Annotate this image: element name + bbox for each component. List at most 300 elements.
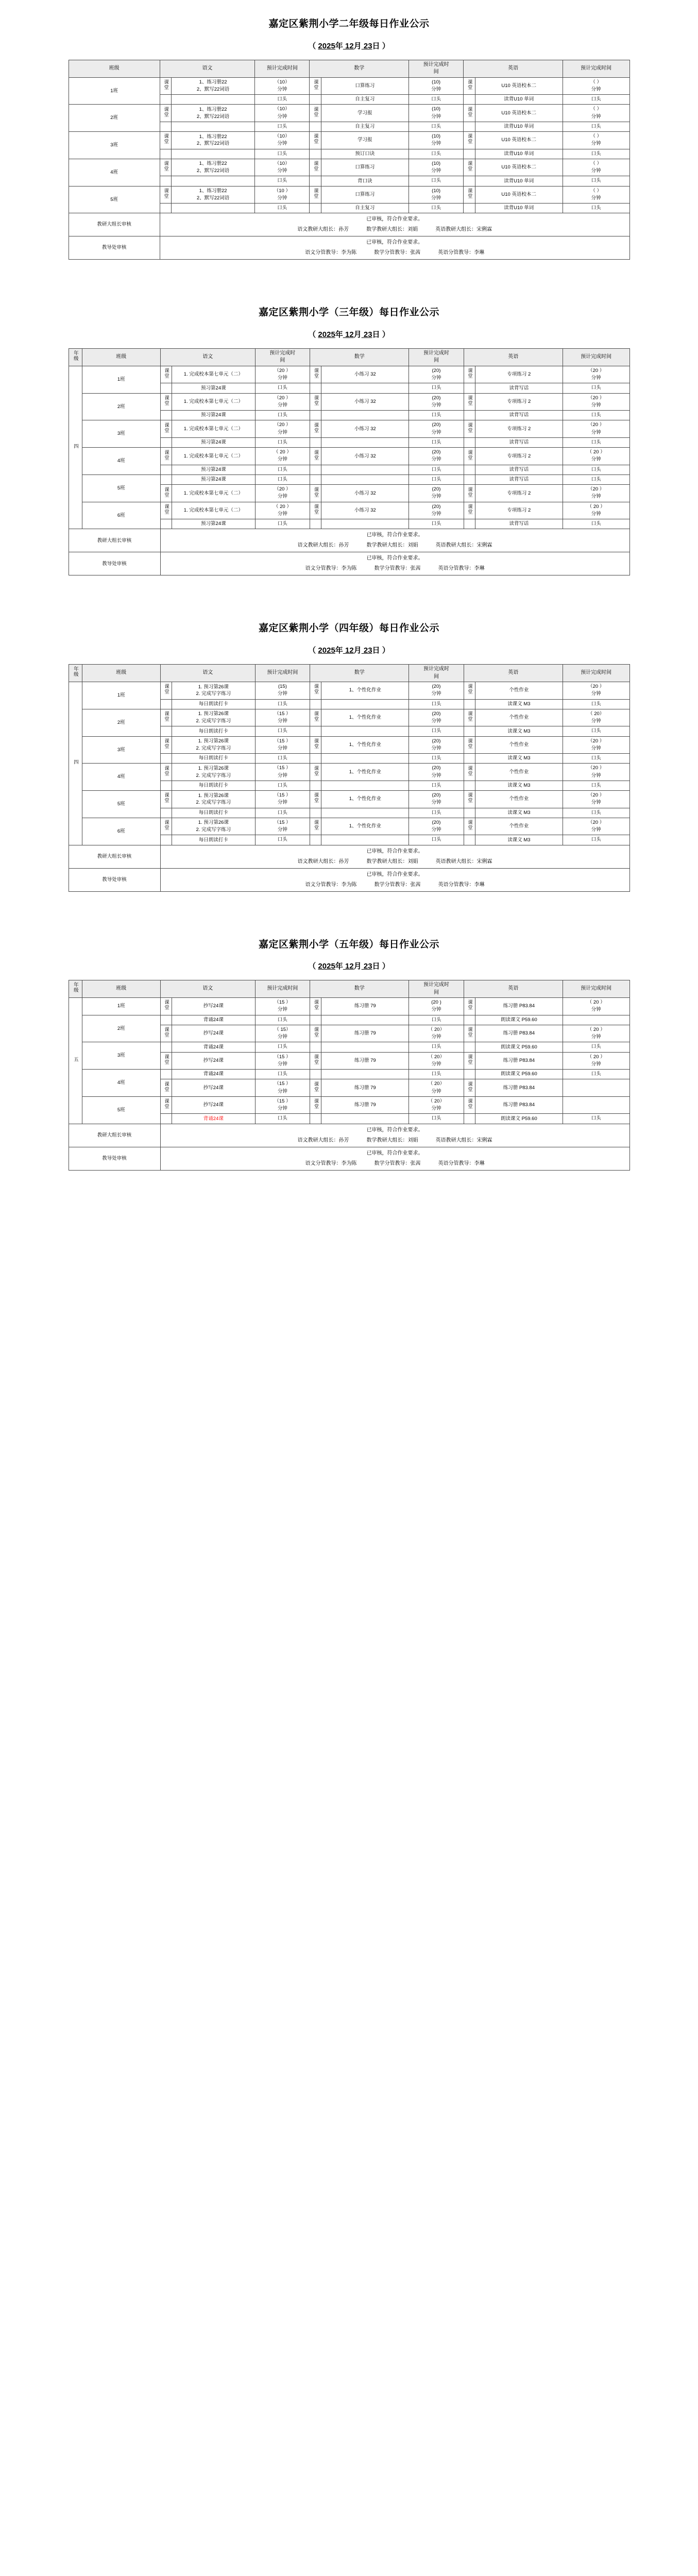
- mode-label: 课堂: [163, 449, 169, 461]
- chinese-time: （10） 分钟: [255, 132, 310, 149]
- english-time: （ 20） 分钟: [563, 709, 629, 726]
- math-task: 练习册 79: [321, 1025, 409, 1042]
- english-mode: [464, 393, 475, 411]
- class-label: 4班: [82, 764, 160, 791]
- mode-label: 课堂: [163, 188, 169, 199]
- math-mode: [310, 791, 321, 808]
- english-task: 个性作业: [475, 791, 563, 808]
- audit-leader-english: 英语教研大组长：宋俐霖: [435, 1137, 492, 1143]
- english-mode: [464, 383, 475, 393]
- mode-label: 课堂: [163, 684, 169, 695]
- class-label: 4班: [69, 159, 160, 186]
- date-month-unit: 月: [353, 646, 362, 655]
- mode-label: 课堂: [466, 79, 472, 90]
- english-task: 练习册 P83.84: [475, 1096, 563, 1114]
- audit-row-office: [69, 552, 629, 575]
- chinese-mode: [160, 383, 172, 393]
- english-mode: [464, 808, 475, 818]
- english-task: U10 英语校本二: [475, 186, 563, 204]
- chinese-time: （15 ） 分钟: [255, 998, 310, 1015]
- chinese-time: （ 20 ） 分钟: [255, 448, 310, 465]
- english-time: 口头: [563, 411, 629, 420]
- math-time: (20) 分钟: [409, 393, 464, 411]
- header-chinese: 语文: [160, 665, 255, 682]
- audit-row-group-leader: [69, 845, 629, 868]
- chinese-task: [172, 149, 255, 159]
- mode-label: 课堂: [163, 765, 169, 776]
- mode-label: 课堂: [163, 133, 169, 145]
- mode-label: 课堂: [313, 368, 319, 379]
- chinese-time: 口头: [255, 95, 310, 105]
- math-mode: [310, 1114, 321, 1124]
- class-label: 1班: [82, 366, 160, 393]
- chinese-task: 每日朗读打卡: [172, 699, 255, 709]
- math-mode: [310, 519, 321, 529]
- chinese-time: 口头: [255, 1042, 310, 1052]
- publish-date: [0, 961, 698, 972]
- audit-group-leader-body: [160, 845, 629, 868]
- date-day-unit: 日: [372, 41, 382, 50]
- mode-label: 课堂: [313, 395, 319, 406]
- english-mode: [464, 105, 475, 122]
- class-label: 1班: [69, 77, 160, 105]
- english-task: 个性作业: [475, 764, 563, 781]
- english-mode: [464, 437, 475, 447]
- mode-label: 课堂: [466, 161, 472, 172]
- math-task: [321, 808, 409, 818]
- english-time: （20 ） 分钟: [563, 736, 629, 754]
- header-math: 数学: [310, 665, 409, 682]
- english-time: （20 ） 分钟: [563, 818, 629, 835]
- table-row: [69, 448, 629, 465]
- math-time: 口头: [409, 699, 464, 709]
- chinese-time: 口头: [255, 699, 310, 709]
- mode-label: 课堂: [466, 504, 472, 515]
- chinese-mode: [160, 1025, 172, 1042]
- mode-label: 课堂: [466, 684, 472, 695]
- math-task: [321, 474, 409, 484]
- chinese-task: 抄写24课: [172, 1079, 255, 1097]
- publish-date: [0, 329, 698, 340]
- chinese-time: 口头: [255, 1070, 310, 1079]
- english-mode: [464, 1070, 475, 1079]
- english-task: 读课文 M3: [475, 835, 563, 845]
- mode-label: 课堂: [313, 504, 319, 515]
- mode-label: 课堂: [466, 1081, 472, 1092]
- table-row: [69, 736, 629, 754]
- chinese-task: 每日朗读打卡: [172, 835, 255, 845]
- audit-row-office: [69, 868, 629, 891]
- date-suffix: ）: [382, 41, 390, 50]
- english-time: （ 20 ） 分钟: [563, 448, 629, 465]
- math-task: 1、个性化作业: [321, 736, 409, 754]
- chinese-mode: [160, 1042, 172, 1052]
- mode-label: 课堂: [163, 368, 169, 379]
- mode-label: 课堂: [313, 765, 319, 776]
- mode-label: 课堂: [163, 395, 169, 406]
- table-row: [69, 366, 629, 383]
- english-time: [563, 1015, 629, 1025]
- english-task: 专项练习 2: [475, 393, 563, 411]
- english-time: （ 20 ） 分钟: [563, 998, 629, 1015]
- class-label: 5班: [82, 474, 160, 502]
- date-prefix: （: [308, 330, 318, 339]
- date-year: 2025: [318, 330, 335, 339]
- header-english: 英语: [464, 60, 563, 77]
- audit-approved-text: 已审核，符合作业要求。: [366, 871, 423, 877]
- english-mode: [464, 1079, 475, 1097]
- audit-supervisor-english: 英语分管教导：李琳: [438, 882, 485, 888]
- english-time: 口头: [563, 437, 629, 447]
- audit-supervisor-math: 数学分管教导：张茜: [374, 566, 421, 572]
- table-row: [69, 105, 629, 122]
- header-english: 英语: [464, 665, 563, 682]
- math-time: (20) 分钟: [409, 736, 464, 754]
- chinese-task: [172, 204, 255, 213]
- date-month-unit: 月: [353, 41, 362, 50]
- math-mode: [310, 437, 321, 447]
- chinese-task: [172, 176, 255, 186]
- mode-label: 课堂: [466, 999, 472, 1011]
- english-mode: [464, 709, 475, 726]
- date-year: 2025: [318, 646, 335, 655]
- english-time: （20 ） 分钟: [563, 393, 629, 411]
- grade-label: 五: [69, 998, 82, 1124]
- section-grade2: [0, 0, 698, 273]
- english-time: 口头: [563, 474, 629, 484]
- english-mode: [464, 186, 475, 204]
- mode-label: 课堂: [466, 1027, 472, 1038]
- chinese-mode: [160, 366, 172, 383]
- english-task: 读背U10 单词: [475, 149, 563, 159]
- chinese-task: 每日朗读打卡: [172, 781, 255, 790]
- header-math: 数学: [310, 980, 409, 998]
- header-english-time: 预计完成时间: [563, 348, 629, 366]
- english-mode: [464, 818, 475, 835]
- title-wrap: [0, 622, 698, 656]
- math-task: [321, 411, 409, 420]
- audit-row-group-leader: [69, 1124, 629, 1147]
- page-title: 嘉定区紫荆小学二年级每日作业公示: [268, 19, 430, 29]
- chinese-time: 口头: [255, 474, 310, 484]
- audit-supervisor-chinese: 语文分管教导：李为陈: [305, 250, 357, 256]
- math-mode: [310, 122, 321, 131]
- english-mode: [464, 682, 475, 700]
- math-mode: [310, 485, 321, 502]
- math-time: 口头: [408, 95, 463, 105]
- math-task: 学习报: [321, 132, 408, 149]
- chinese-mode: [160, 818, 172, 835]
- chinese-mode: [160, 437, 172, 447]
- page-title: 嘉定区紫荆小学（三年级）每日作业公示: [258, 307, 439, 318]
- mode-label: 课堂: [312, 133, 318, 145]
- math-task: [321, 699, 409, 709]
- english-time: 口头: [563, 781, 629, 790]
- chinese-task: 每日朗读打卡: [172, 754, 255, 764]
- chinese-mode: [160, 132, 171, 149]
- header-english-time: 预计完成时间: [563, 665, 629, 682]
- chinese-mode: [160, 709, 172, 726]
- class-label: 3班: [82, 736, 160, 764]
- mode-label: 课堂: [312, 161, 318, 172]
- chinese-task: 预习第24课: [172, 519, 255, 529]
- english-time: 口头: [563, 519, 629, 529]
- english-time: 口头: [563, 204, 629, 213]
- chinese-mode: [160, 122, 171, 131]
- audit-leader-math: 数学教研大组长：刘娟: [366, 1137, 418, 1143]
- audit-leader-english: 英语教研大组长：宋俐霖: [435, 858, 492, 865]
- homework-table-grade4: [69, 664, 630, 892]
- audit-approved-text: 已审核，符合作业要求。: [366, 848, 423, 854]
- math-task: [321, 1114, 409, 1124]
- header-class: 班级: [82, 348, 160, 366]
- audit-supervisor-math: 数学分管教导：张茜: [374, 250, 421, 256]
- class-label: 4班: [82, 448, 160, 475]
- chinese-time: 口头: [255, 204, 310, 213]
- audit-group-leader-label: 教研大组长审核: [69, 529, 160, 552]
- english-task: U10 英语校本二: [475, 105, 563, 122]
- mode-label: 课堂: [163, 161, 169, 172]
- chinese-time: （20 ） 分钟: [255, 393, 310, 411]
- math-task: [321, 835, 409, 845]
- mode-label: 课堂: [466, 765, 472, 776]
- class-label: 1班: [82, 682, 160, 709]
- date-month: 12: [343, 646, 354, 655]
- chinese-task: 1. 预习第26课 2. 完成写字练习: [172, 764, 255, 781]
- chinese-mode: [160, 186, 171, 204]
- class-label: 3班: [82, 420, 160, 448]
- english-mode: [464, 204, 475, 213]
- publish-date: [0, 645, 698, 656]
- date-suffix: ）: [382, 330, 390, 339]
- mode-label: 课堂: [466, 792, 472, 804]
- chinese-task: 1. 预习第26课 2. 完成写字练习: [172, 818, 255, 835]
- date-day-unit: 日: [372, 330, 382, 339]
- chinese-time: （10） 分钟: [255, 105, 310, 122]
- chinese-time: （10） 分钟: [255, 159, 310, 176]
- chinese-task: 1、练习册22 2、默写22词语: [172, 132, 255, 149]
- mode-label: 课堂: [466, 820, 472, 831]
- table-row: [69, 502, 629, 519]
- class-label: 2班: [69, 105, 160, 132]
- math-mode: [310, 105, 321, 122]
- mode-label: 课堂: [163, 1027, 169, 1038]
- english-time: 口头: [563, 835, 629, 845]
- math-time: 口头: [409, 754, 464, 764]
- math-mode: [310, 736, 321, 754]
- english-task: 读背写话: [475, 411, 563, 420]
- chinese-task: 1. 完成校本第七单元（二）: [172, 485, 255, 502]
- mode-label: 课堂: [163, 106, 169, 117]
- chinese-time: （20 ） 分钟: [255, 366, 310, 383]
- mode-label: 课堂: [163, 79, 169, 90]
- english-task: 专项练习 2: [475, 502, 563, 519]
- section-grade5: [0, 921, 698, 1184]
- audit-row-group-leader: [69, 529, 629, 552]
- chinese-time: 口头: [255, 808, 310, 818]
- english-task: 读课文 M3: [475, 699, 563, 709]
- math-time: 口头: [408, 149, 463, 159]
- chinese-mode: [160, 519, 172, 529]
- mode-label: 课堂: [466, 449, 472, 461]
- math-task: 自主复习: [321, 204, 408, 213]
- math-time: (20) 分钟: [409, 682, 464, 700]
- title-wrap: [0, 18, 698, 52]
- table-row: [69, 132, 629, 149]
- math-time: 口头: [409, 474, 464, 484]
- english-time: 口头: [563, 1042, 629, 1052]
- audit-row-group-leader: [69, 213, 629, 236]
- header-math-time: 预计完成时 间: [408, 60, 463, 77]
- title-wrap: [0, 938, 698, 972]
- math-task: [321, 754, 409, 764]
- audit-approved-text: 已审核，符合作业要求。: [366, 555, 423, 562]
- chinese-time: （15 ） 分钟: [255, 1079, 310, 1097]
- english-task: 读课文 M3: [475, 754, 563, 764]
- chinese-task: 抄写24课: [172, 1052, 255, 1070]
- math-task: 练习册 79: [321, 1096, 409, 1114]
- date-day: 23: [361, 646, 372, 655]
- english-task: U10 英语校本二: [475, 77, 563, 95]
- class-label: 4班: [82, 1070, 160, 1097]
- english-time: （ 20 ） 分钟: [563, 1052, 629, 1070]
- date-day-unit: 日: [372, 646, 382, 655]
- header-math-time: 预计完成时 间: [409, 348, 464, 366]
- mode-label: 课堂: [466, 1054, 472, 1065]
- english-time: 口头: [563, 149, 629, 159]
- mode-label: 课堂: [163, 820, 169, 831]
- english-task: 个性作业: [475, 682, 563, 700]
- math-time: 口头: [409, 437, 464, 447]
- english-time: 口头: [563, 383, 629, 393]
- math-mode: [310, 159, 321, 176]
- mode-label: 课堂: [313, 738, 319, 749]
- math-mode: [310, 366, 321, 383]
- mode-label: 课堂: [313, 684, 319, 695]
- math-time: 口头: [408, 122, 463, 131]
- math-task: 口算练习: [321, 159, 408, 176]
- audit-office-body: [160, 236, 629, 260]
- date-day: 23: [361, 330, 372, 339]
- english-task: 读课文 M3: [475, 781, 563, 790]
- audit-supervisor-math: 数学分管教导：张茜: [374, 882, 421, 888]
- chinese-time: 口头: [255, 754, 310, 764]
- header-math-time: 预计完成时 间: [409, 665, 464, 682]
- date-day: 23: [361, 962, 372, 971]
- mode-label: 课堂: [312, 106, 318, 117]
- chinese-mode: [160, 736, 172, 754]
- chinese-time: 口头: [255, 519, 310, 529]
- english-task: 专项练习 2: [475, 448, 563, 465]
- header-chinese: 语文: [160, 980, 255, 998]
- math-task: 小练习 32: [321, 502, 409, 519]
- header-grade: 年级: [69, 348, 82, 366]
- math-time: 口头: [409, 1114, 464, 1124]
- english-mode: [464, 176, 475, 186]
- math-time: (20) 分钟: [409, 366, 464, 383]
- chinese-time: 口头: [255, 122, 310, 131]
- sections-root: [0, 0, 698, 1184]
- header-math: 数学: [310, 60, 408, 77]
- class-label: 2班: [82, 1015, 160, 1042]
- chinese-time: （15 ） 分钟: [255, 1052, 310, 1070]
- chinese-mode: [160, 1052, 172, 1070]
- header-class: 班级: [82, 665, 160, 682]
- table-row: [69, 420, 629, 438]
- math-time: 口头: [409, 383, 464, 393]
- math-time: (20) 分钟: [409, 485, 464, 502]
- english-mode: [464, 95, 475, 105]
- table-row: [69, 1070, 629, 1079]
- mode-label: 课堂: [313, 999, 319, 1011]
- english-mode: [464, 448, 475, 465]
- english-task: 读背写话: [475, 474, 563, 484]
- math-task: 口算练习: [321, 186, 408, 204]
- chinese-task: 1. 完成校本第七单元（二）: [172, 420, 255, 438]
- header-class: 班级: [82, 980, 160, 998]
- math-mode: [310, 186, 321, 204]
- mode-label: 课堂: [313, 1054, 319, 1065]
- audit-leader-chinese: 语文教研大组长：孙芳: [297, 543, 349, 549]
- date-day-unit: 日: [372, 962, 382, 971]
- chinese-mode: [160, 485, 172, 502]
- english-time: （20 ） 分钟: [563, 420, 629, 438]
- mode-label: 课堂: [466, 106, 472, 117]
- chinese-task: [172, 95, 255, 105]
- table-row: [69, 77, 629, 95]
- english-time: （20 ） 分钟: [563, 682, 629, 700]
- math-mode: [310, 754, 321, 764]
- math-task: 学习报: [321, 105, 408, 122]
- chinese-mode: [160, 474, 172, 484]
- math-mode: [310, 502, 321, 519]
- chinese-mode: [160, 204, 171, 213]
- date-suffix: ）: [382, 962, 390, 971]
- math-time: 口头: [408, 204, 463, 213]
- chinese-time: 口头: [255, 149, 310, 159]
- chinese-task: 背诵24课: [172, 1015, 255, 1025]
- english-mode: [464, 485, 475, 502]
- math-task: 小练习 32: [321, 420, 409, 438]
- english-task: 专项练习 2: [475, 366, 563, 383]
- english-task: 个性作业: [475, 736, 563, 754]
- chinese-mode: [160, 420, 172, 438]
- math-time: 口头: [409, 411, 464, 420]
- english-mode: [464, 519, 475, 529]
- english-time: [563, 1096, 629, 1114]
- header-english: 英语: [464, 348, 563, 366]
- chinese-time: 口头: [255, 1015, 310, 1025]
- date-month: 12: [343, 962, 354, 971]
- chinese-task: 预习第24课: [172, 411, 255, 420]
- audit-office-label: 教导处审核: [69, 868, 160, 891]
- chinese-time: 口头: [255, 781, 310, 790]
- english-time: （20 ） 分钟: [563, 366, 629, 383]
- mode-label: 课堂: [163, 711, 169, 722]
- audit-supervisor-chinese: 语文分管教导：李为陈: [305, 566, 357, 572]
- chinese-mode: [160, 781, 172, 790]
- audit-approved-text: 已审核，符合作业要求。: [366, 1127, 423, 1133]
- english-task: 练习册 P83.84: [475, 998, 563, 1015]
- math-time: 口头: [408, 176, 463, 186]
- chinese-task: 预习第24课: [172, 383, 255, 393]
- english-task: 练习册 P83.84: [475, 1079, 563, 1097]
- header-english-time: 预计完成时间: [563, 980, 629, 998]
- english-mode: [464, 781, 475, 790]
- english-mode: [464, 132, 475, 149]
- math-mode: [310, 764, 321, 781]
- math-task: 练习册 79: [321, 998, 409, 1015]
